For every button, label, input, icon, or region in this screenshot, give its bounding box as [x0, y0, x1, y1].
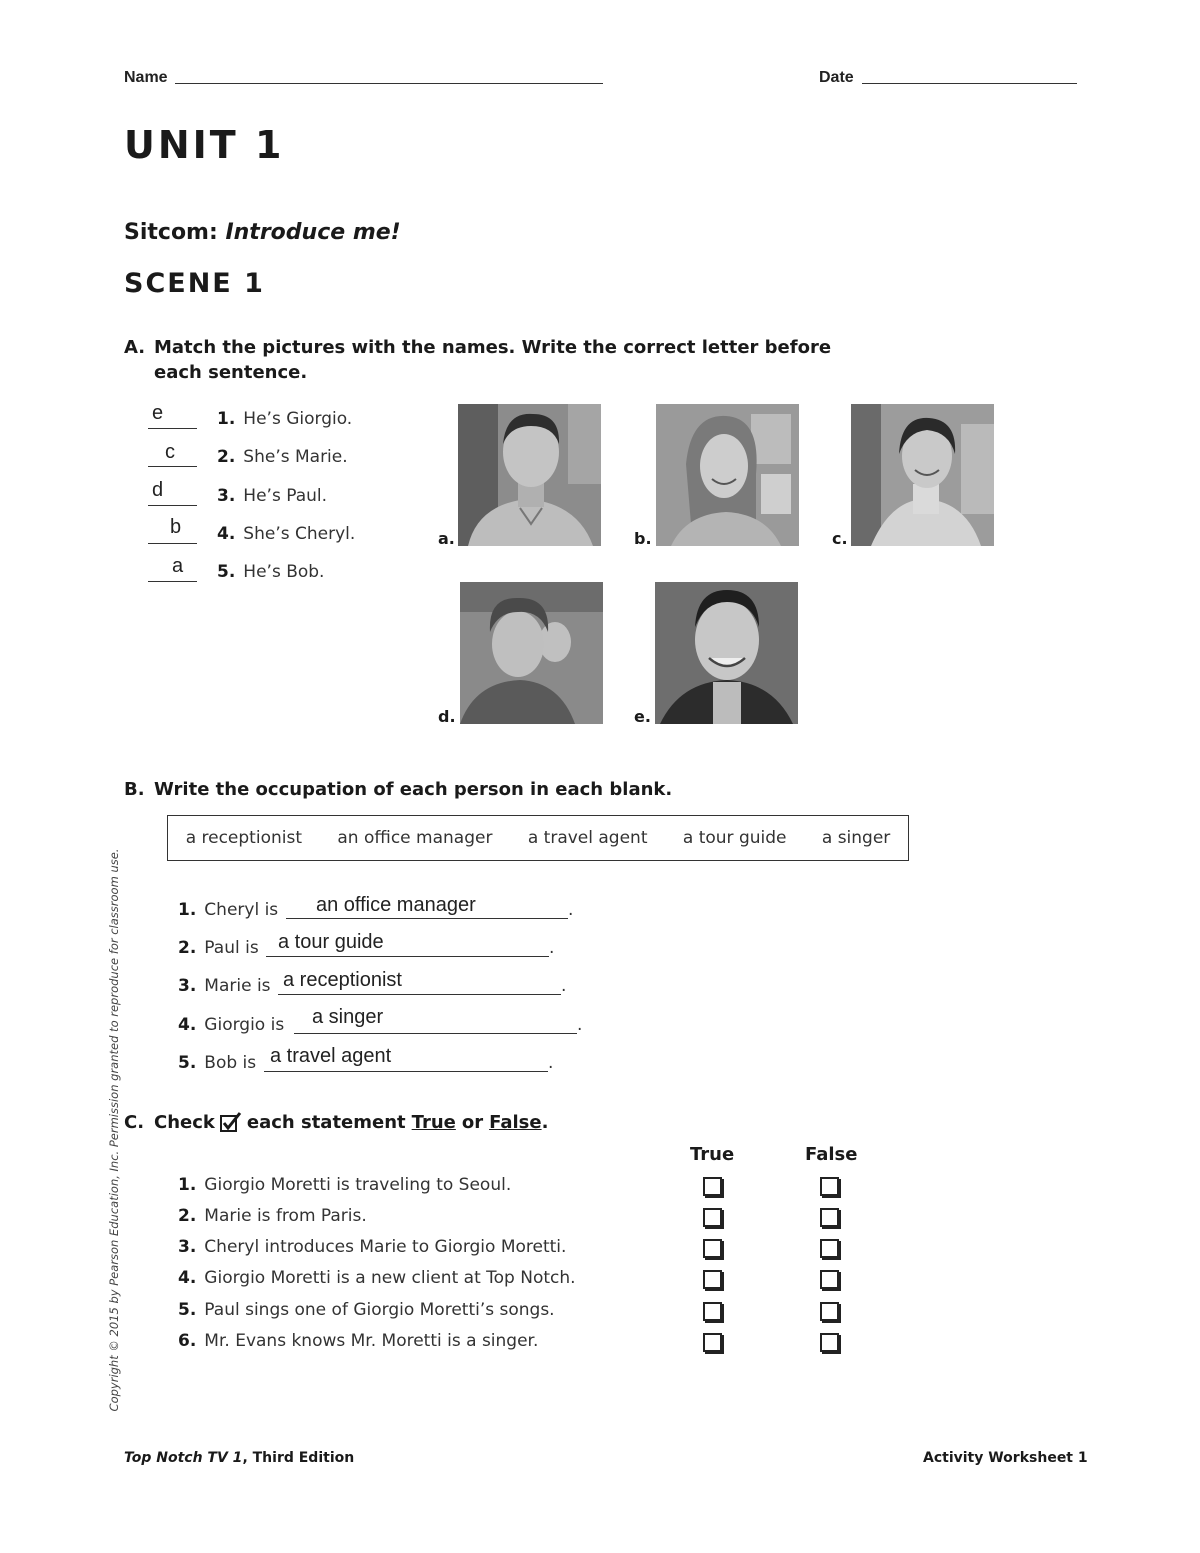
false-checkbox[interactable]	[820, 1177, 839, 1196]
blank-a2[interactable]	[148, 466, 197, 467]
false-checkbox[interactable]	[820, 1270, 839, 1289]
date-label: Date	[819, 69, 854, 86]
blank-b1[interactable]	[286, 918, 568, 919]
section-b-instruction: Write the occupation of each person in each blank.	[154, 779, 673, 800]
copyright-notice: Copyright © 2015 by Pearson Education, Inc. Permission granted to reproduce for classroom use.	[107, 848, 121, 1412]
blank-a3[interactable]	[148, 505, 197, 506]
false-checkbox[interactable]	[820, 1239, 839, 1258]
list-item: 1. Cheryl is	[178, 900, 279, 920]
section-a-instruction-2: each sentence.	[154, 362, 308, 383]
false-checkbox[interactable]	[820, 1302, 839, 1321]
word-bank	[167, 815, 909, 861]
footer-book-title: Top Notch TV 1, Third Edition	[124, 1450, 355, 1466]
section-c-instruction: Check each statement True or False .	[154, 1112, 549, 1133]
list-item: 1. He’s Giorgio.	[217, 409, 353, 429]
true-checkbox[interactable]	[703, 1239, 722, 1258]
scene-title: SCENE 1	[124, 268, 265, 299]
answer-a1: e	[152, 402, 164, 424]
photo-b-woman	[656, 404, 799, 546]
blank-a5[interactable]	[148, 581, 197, 582]
photo-label-b: b.	[634, 529, 652, 548]
word-bank-item: a singer	[821, 828, 891, 848]
list-item: 4. Giorgio is	[178, 1015, 285, 1035]
photo-c-woman	[851, 404, 994, 546]
period: .	[548, 1053, 554, 1073]
column-header-true: True	[690, 1144, 735, 1165]
section-b-letter: B.	[124, 779, 145, 800]
list-item: 2. She’s Marie.	[217, 447, 348, 467]
photo-label-c: c.	[832, 529, 848, 548]
blank-b3[interactable]	[278, 994, 561, 995]
blank-b4[interactable]	[294, 1033, 577, 1034]
table-row: 3. Cheryl introduces Marie to Giorgio Moretti.	[178, 1237, 567, 1257]
word-bank-item: a tour guide	[682, 828, 787, 848]
answer-b3: a receptionist	[283, 969, 402, 991]
photo-label-a: a.	[438, 529, 455, 548]
sitcom-title	[124, 220, 401, 245]
table-row: 2. Marie is from Paris.	[178, 1206, 367, 1226]
column-header-false: False	[805, 1144, 858, 1165]
list-item: 3. Marie is	[178, 976, 271, 996]
table-row: 4. Giorgio Moretti is a new client at Top Notch.	[178, 1268, 576, 1288]
true-checkbox[interactable]	[703, 1333, 722, 1352]
section-a-instruction-1: Match the pictures with the names. Write the correct letter before	[154, 337, 832, 358]
period: .	[568, 900, 574, 920]
table-row: 5. Paul sings one of Giorgio Moretti’s songs.	[178, 1300, 555, 1320]
period: .	[561, 976, 567, 996]
word-bank-item: a travel agent	[527, 828, 648, 848]
list-item: 4. She’s Cheryl.	[217, 524, 356, 544]
table-row: 1. Giorgio Moretti is traveling to Seoul.	[178, 1175, 512, 1195]
footer-worksheet-label: Activity Worksheet 1	[923, 1450, 1088, 1466]
true-checkbox[interactable]	[703, 1177, 722, 1196]
list-item: 3. He’s Paul.	[217, 486, 328, 506]
list-item: 5. He’s Bob.	[217, 562, 325, 582]
photo-e-man	[655, 582, 798, 724]
true-checkbox[interactable]	[703, 1208, 722, 1227]
answer-b2: a tour guide	[278, 931, 384, 953]
list-item: 2. Paul is	[178, 938, 259, 958]
photo-label-d: d.	[438, 707, 456, 726]
section-a-letter: A.	[124, 337, 146, 358]
table-row: 6. Mr. Evans knows Mr. Moretti is a singer.	[178, 1331, 539, 1351]
date-field[interactable]	[862, 83, 1077, 84]
answer-b1: an office manager	[316, 894, 476, 916]
sitcom-prefix: Sitcom:	[124, 220, 218, 245]
word-bank-item: an office manager	[337, 828, 493, 848]
period: .	[577, 1015, 583, 1035]
answer-b4: a singer	[312, 1006, 384, 1028]
true-checkbox[interactable]	[703, 1270, 722, 1289]
answer-a4: b	[170, 516, 182, 538]
name-field[interactable]	[175, 83, 603, 84]
answer-a5: a	[172, 555, 184, 577]
blank-a1[interactable]	[148, 428, 197, 429]
answer-a3: d	[152, 479, 164, 501]
checkbox-checked-icon	[219, 1112, 243, 1134]
sitcom-name: Introduce me!	[225, 220, 401, 245]
true-checkbox[interactable]	[703, 1302, 722, 1321]
list-item: 5. Bob is	[178, 1053, 257, 1073]
blank-b5[interactable]	[264, 1071, 548, 1072]
false-checkbox[interactable]	[820, 1208, 839, 1227]
photo-a-man	[458, 404, 601, 546]
period: .	[549, 938, 555, 958]
answer-a2: c	[165, 441, 175, 463]
answer-b5: a travel agent	[270, 1045, 392, 1067]
blank-a4[interactable]	[148, 543, 197, 544]
photo-label-e: e.	[634, 707, 651, 726]
false-checkbox[interactable]	[820, 1333, 839, 1352]
name-label: Name	[124, 69, 168, 86]
word-bank-item: a receptionist	[185, 828, 302, 848]
unit-title: UNIT 1	[124, 123, 285, 167]
section-c-letter: C.	[124, 1112, 145, 1133]
blank-b2[interactable]	[266, 956, 549, 957]
photo-d-man	[460, 582, 603, 724]
